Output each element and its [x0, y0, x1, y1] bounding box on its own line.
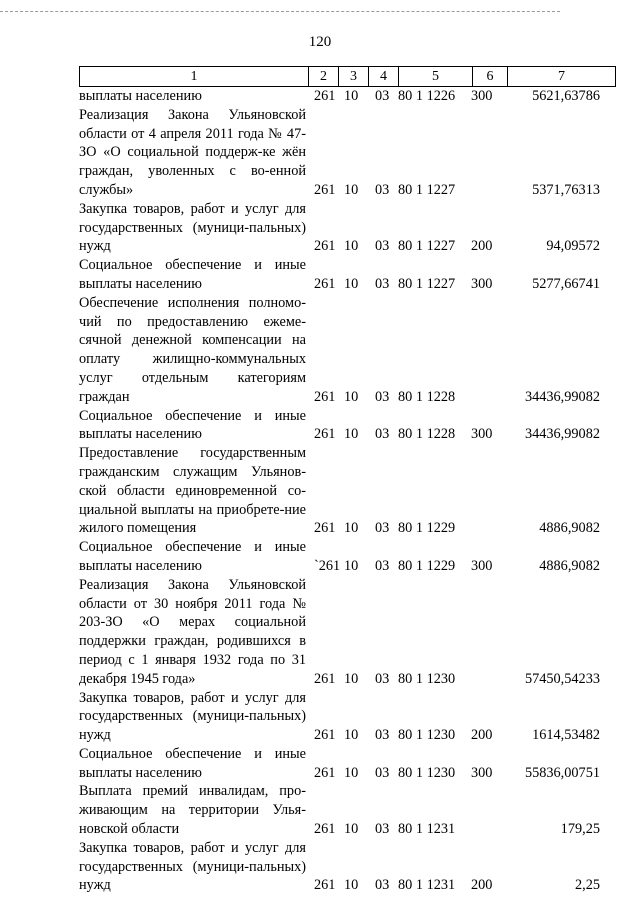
table-row [79, 538, 614, 576]
column-header-row [80, 67, 616, 87]
row-code-expense-type: 300 [471, 557, 493, 574]
row-codes [79, 237, 614, 256]
table-row [79, 294, 614, 407]
row-code-ministry: 261 [314, 821, 336, 838]
table-row [79, 839, 614, 895]
top-rule [0, 11, 560, 12]
row-code-subsection: 03 [375, 821, 390, 838]
row-code-ministry: 261 [314, 238, 336, 255]
row-code-ministry: 261 [314, 764, 336, 781]
row-amount: 34436,99082 [524, 426, 600, 443]
row-code-subsection: 03 [375, 275, 390, 292]
column-header-4: 4 [369, 67, 399, 87]
row-description: Обеспечение исполнения полномо-чий по предоставлению ежеме-сячной денежной компенсации на оплату жилищно-коммунальных услуг отдельным категориям граждан [79, 294, 306, 405]
row-amount: 4886,9082 [539, 520, 600, 537]
table-row [79, 689, 614, 745]
row-amount: 34436,99082 [524, 388, 600, 405]
row-codes [79, 876, 614, 895]
row-codes [79, 275, 614, 294]
row-code-target: 80 1 1227 [398, 181, 456, 198]
row-amount: 5621,63786 [532, 88, 600, 104]
row-code-ministry: 261 [314, 426, 336, 443]
table-row [79, 106, 614, 200]
row-code-subsection: 03 [375, 877, 390, 894]
row-codes [79, 181, 614, 200]
row-codes [79, 87, 614, 106]
row-code-expense-type: 300 [471, 426, 493, 443]
row-code-target: 80 1 1230 [398, 764, 456, 781]
table-row [79, 745, 614, 783]
row-code-expense-type: 200 [471, 238, 493, 255]
row-code-target: 80 1 1230 [398, 727, 456, 744]
row-description: Социальное обеспечение и иные выплаты населению [79, 745, 306, 781]
column-header-2: 2 [309, 67, 339, 87]
row-codes [79, 820, 614, 839]
row-code-section: 10 [344, 275, 359, 292]
row-amount: 57450,54233 [524, 670, 600, 687]
row-amount: 5371,76313 [532, 181, 600, 198]
row-code-subsection: 03 [375, 520, 390, 537]
row-amount: 5277,66741 [532, 275, 600, 292]
row-code-ministry: 261 [314, 670, 336, 687]
row-code-expense-type: 200 [471, 727, 493, 744]
row-code-section: 10 [344, 821, 359, 838]
row-code-target: 80 1 1231 [398, 821, 456, 838]
column-header-5: 5 [399, 67, 473, 87]
row-code-section: 10 [344, 557, 359, 574]
row-code-subsection: 03 [375, 388, 390, 405]
table-row [79, 200, 614, 256]
row-amount: 179,25 [560, 821, 600, 838]
row-code-target: 80 1 1227 [398, 275, 456, 292]
row-code-ministry: 261 [314, 877, 336, 894]
row-code-subsection: 03 [375, 670, 390, 687]
row-codes [79, 388, 614, 407]
row-code-subsection: 03 [375, 426, 390, 443]
row-description: Социальное обеспечение и иные выплаты населению [79, 407, 306, 443]
row-codes [79, 557, 614, 576]
row-amount: 4886,9082 [539, 557, 600, 574]
column-header-table [79, 66, 616, 87]
row-code-expense-type: 300 [471, 764, 493, 781]
row-code-section: 10 [344, 727, 359, 744]
row-amount: 2,25 [574, 877, 600, 894]
row-description: Закупка товаров, работ и услуг для государственных (муници-пальных) нужд [79, 200, 306, 255]
row-code-expense-type: 300 [471, 88, 493, 104]
table-row [79, 407, 614, 445]
row-description: Социальное обеспечение и иные выплаты населению [79, 257, 306, 292]
row-amount: 55836,00751 [524, 764, 600, 781]
table-row [79, 256, 614, 294]
table-row [79, 87, 614, 106]
row-amount: 94,09572 [546, 238, 600, 255]
row-code-subsection: 03 [375, 557, 390, 574]
row-codes [79, 519, 614, 538]
row-code-target: 80 1 1228 [398, 388, 456, 405]
row-code-section: 10 [344, 388, 359, 405]
row-code-ministry: 261 [314, 388, 336, 405]
row-code-ministry: 261 [314, 88, 336, 104]
row-code-target: 80 1 1229 [398, 520, 456, 537]
row-code-section: 10 [344, 426, 359, 443]
row-description: Закупка товаров, работ и услуг для государственных (муници-пальных) нужд [79, 839, 306, 894]
row-codes [79, 764, 614, 783]
row-code-ministry: 261 [314, 275, 336, 292]
row-code-ministry: 261 [314, 727, 336, 744]
row-code-subsection: 03 [375, 181, 390, 198]
row-code-subsection: 03 [375, 764, 390, 781]
row-description: Выплата премий инвалидам, про-живающим на территории Улья-новской области [79, 783, 306, 838]
row-code-target: 80 1 1227 [398, 238, 456, 255]
column-header-1: 1 [80, 67, 309, 87]
row-code-expense-type: 200 [471, 877, 493, 894]
row-code-section: 10 [344, 88, 359, 104]
budget-rows [79, 87, 614, 895]
column-header-3: 3 [339, 67, 369, 87]
row-code-target: 80 1 1228 [398, 426, 456, 443]
table-row [79, 444, 614, 538]
column-header-6: 6 [473, 67, 508, 87]
row-description: Предоставление государственным гражданским служащим Ульянов-ской области единовременной со-циальной выплаты на приобрете-ние жилого помещения [79, 445, 306, 537]
table-row [79, 782, 614, 838]
row-codes [79, 726, 614, 745]
row-code-section: 10 [344, 520, 359, 537]
table-row [79, 576, 614, 689]
column-header-7: 7 [508, 67, 616, 87]
row-description: Закупка товаров, работ и услуг для государственных (муници-пальных) нужд [79, 689, 306, 744]
row-code-target: 80 1 1231 [398, 877, 456, 894]
page-number: 120 [308, 34, 332, 50]
row-code-ministry: `261 [314, 557, 341, 574]
row-code-ministry: 261 [314, 181, 336, 198]
row-codes [79, 670, 614, 689]
row-code-subsection: 03 [375, 727, 390, 744]
row-code-section: 10 [344, 181, 359, 198]
row-code-subsection: 03 [375, 88, 390, 104]
row-amount: 1614,53482 [532, 727, 600, 744]
row-description: выплаты населению [79, 88, 202, 104]
row-description: Социальное обеспечение и иные выплаты населению [79, 539, 306, 574]
row-code-section: 10 [344, 764, 359, 781]
row-code-target: 80 1 1230 [398, 670, 456, 687]
row-code-section: 10 [344, 238, 359, 255]
row-code-target: 80 1 1226 [398, 88, 456, 104]
row-code-expense-type: 300 [471, 275, 493, 292]
row-code-subsection: 03 [375, 238, 390, 255]
row-code-target: 80 1 1229 [398, 557, 456, 574]
row-codes [79, 425, 614, 444]
row-code-section: 10 [344, 877, 359, 894]
row-description: Реализация Закона Ульяновской области от 4 апреля 2011 года № 47-ЗО «О социальной поддерж-ке жён граждан, уволенных с во-енной службы» [79, 106, 306, 198]
row-code-ministry: 261 [314, 520, 336, 537]
row-description: Реализация Закона Ульяновской области от 30 ноября 2011 года № 203-ЗО «О мерах социальной поддержки граждан, родившихся в период с 1 января 1932 года по 31 декабря 1945 года» [79, 576, 306, 687]
row-code-section: 10 [344, 670, 359, 687]
